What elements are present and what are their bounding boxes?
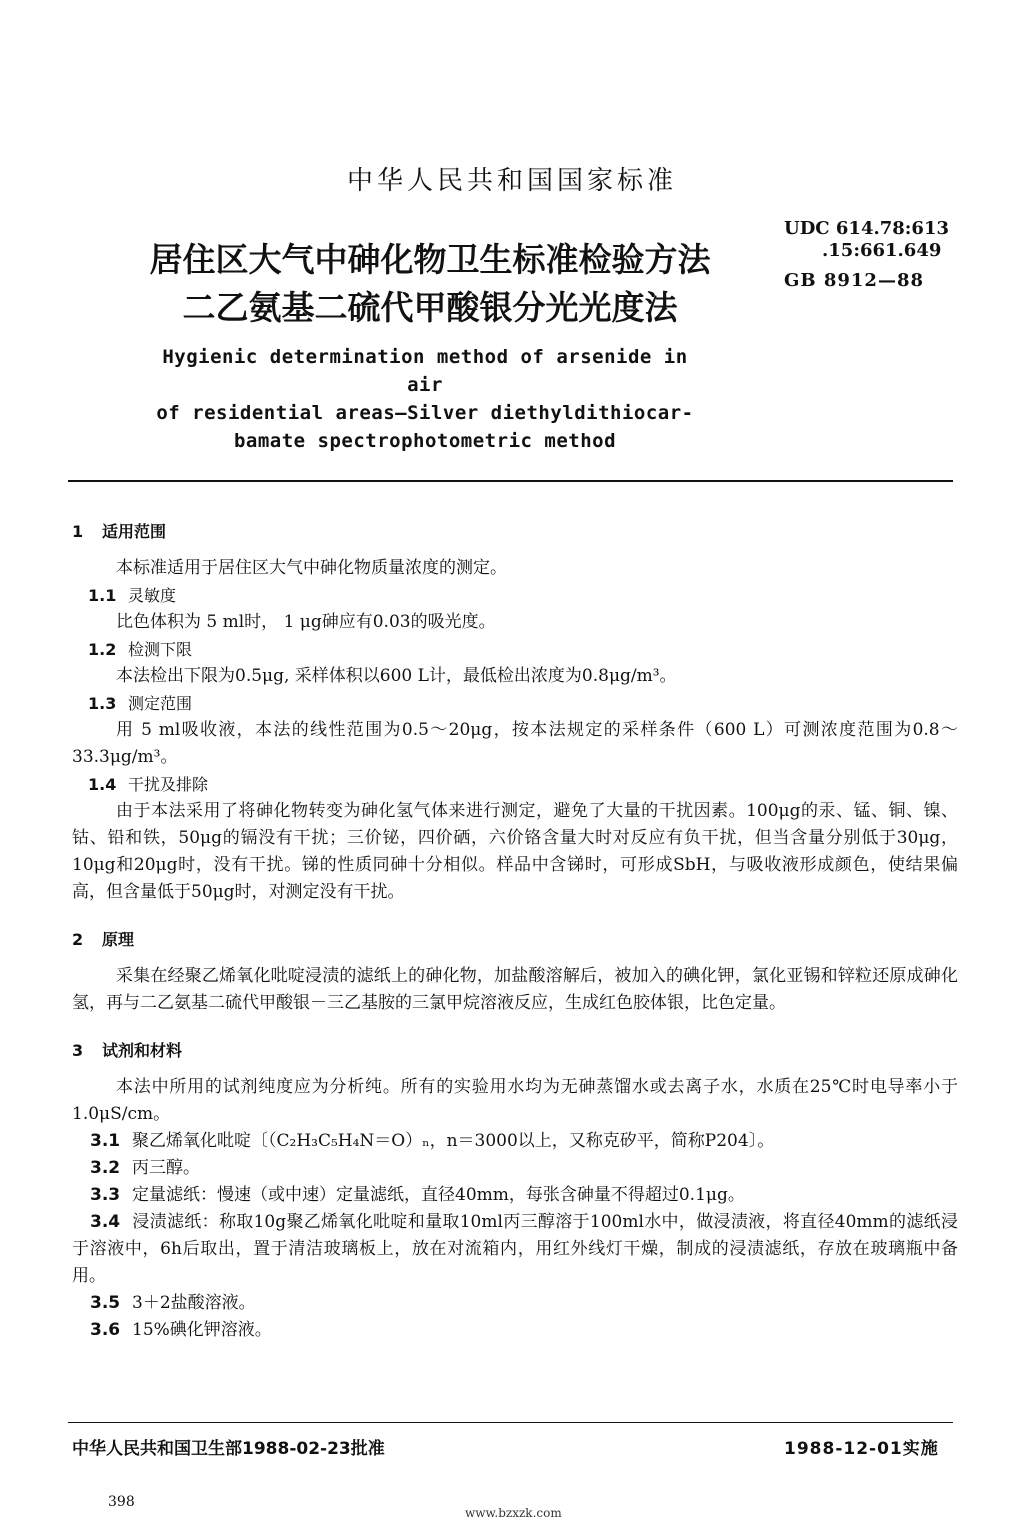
section-number: 1 [72,522,84,541]
page-number: 398 [108,1494,135,1510]
subsection-1-1-text: 比色体积为 5 ml时， 1 μg砷应有0.03的吸光度。 [116,612,496,632]
subsection-1-3-heading [88,690,958,717]
item-number: 3.3 [90,1185,121,1205]
subsection-1-1-heading [88,582,958,609]
list-item [72,1290,958,1317]
udc-line-1: UDC 614.78:613 [784,218,950,239]
subsection-title: 灵敏度 [128,586,177,605]
subsection-number: 1.4 [88,775,117,794]
subsection-number: 1.3 [88,694,117,713]
section-title: 试剂和材料 [102,1041,183,1060]
subsection-1-3-text: 用 5 ml吸收液，本法的线性范围为0.5～20μg，按本法规定的采样条件（600 L）可测浓度范围为0.8～33.3μg/m³。 [72,720,958,767]
item-text: 定量滤纸：慢速（或中速）定量滤纸，直径40mm，每张含砷量不得超过0.1μg。 [132,1185,745,1205]
subsection-title: 测定范围 [128,694,193,713]
section-title: 适用范围 [102,522,167,541]
list-item [72,1128,958,1155]
english-title-line-1: Hygienic determination method of arsenide in air [162,346,688,396]
section-1-intro: 本标准适用于居住区大气中砷化物质量浓度的测定。 [116,558,507,578]
item-text: 丙三醇。 [132,1158,200,1178]
chinese-title [130,236,730,332]
subsection-1-2-heading [88,636,958,663]
subsection-title: 检测下限 [128,640,193,659]
list-item [72,1317,958,1344]
item-number: 3.1 [90,1131,121,1151]
english-title [140,343,710,455]
footer-divider [68,1422,953,1423]
section-3-intro: 本法中所用的试剂纯度应为分析纯。所有的实验用水均为无砷蒸馏水或去离子水，水质在25℃时电导率小于1.0μS/cm。 [72,1077,958,1124]
item-text: 浸渍滤纸：称取10g聚乙烯氧化吡啶和量取10ml丙三醇溶于100ml水中，做浸渍液，将直径40mm的滤纸浸于溶液中，6h后取出，置于清洁玻璃板上，放在对流箱内，用红外线灯干燥，制成的浸渍滤纸，存放在玻璃瓶中备用。 [72,1212,958,1286]
item-number: 3.5 [90,1293,121,1313]
udc-code [784,218,949,262]
header-divider [68,480,953,482]
subsection-title: 干扰及排除 [128,775,209,794]
section-title: 原理 [102,930,135,949]
item-number: 3.2 [90,1158,121,1178]
section-1-heading [72,518,958,545]
section-number: 3 [72,1041,84,1060]
section-2-heading [72,926,958,953]
subsection-number: 1.1 [88,586,117,605]
item-text: 15%碘化钾溶液。 [132,1320,272,1340]
list-item [72,1209,958,1290]
english-title-line-3: bamate spectrophotometric method [233,430,617,452]
section-3-heading [72,1037,958,1064]
list-item [72,1155,958,1182]
chinese-title-line-2: 二乙氨基二硫代甲酸银分光光度法 [182,288,678,327]
list-item [72,1182,958,1209]
national-standard-heading: 中华人民共和国国家标准 [346,166,677,196]
website-watermark: www.bzxzk.com [465,1506,562,1520]
implementation-date: 1988-12-01实施 [784,1439,939,1459]
gb-standard-number: GB 8912—88 [784,270,924,291]
subsection-1-4-heading [88,771,958,798]
section-number: 2 [72,930,84,949]
item-text: 3＋2盐酸溶液。 [132,1293,256,1313]
approval-date: 中华人民共和国卫生部1988-02-23批准 [72,1439,385,1459]
item-number: 3.4 [90,1212,121,1232]
subsection-1-2-text: 本法检出下限为0.5μg, 采样体积以600 L计，最低检出浓度为0.8μg/m³。 [116,666,677,686]
section-2-text: 采集在经聚乙烯氧化吡啶浸渍的滤纸上的砷化物，加盐酸溶解后，被加入的碘化钾，氯化亚锡和锌粒还原成砷化氢，再与二乙氨基二硫代甲酸银－三乙基胺的三氯甲烷溶液反应，生成红色胶体银，比色定量。 [72,966,958,1013]
english-title-line-2: of residential areas—Silver diethyldithiocar- [156,402,694,424]
document-body [72,512,958,1344]
subsection-1-4-text: 由于本法采用了将砷化物转变为砷化氢气体来进行测定，避免了大量的干扰因素。100μg的汞、锰、铜、镍、钴、铅和铁，50μg的镉没有干扰；三价铋，四价硒，六价铬含量大时对反应有负干扰，但当含量分别低于30μg，10μg和20μg时，没有干扰。锑的性质同砷十分相似。样品中含锑时，可形成SbH，与吸收液形成颜色，使结果偏高，但含量低于50μg时，对测定没有干扰。 [72,801,958,902]
udc-line-2: .15:661.649 [822,240,942,261]
subsection-number: 1.2 [88,640,117,659]
item-text: 聚乙烯氧化吡啶〔（C₂H₃C₅H₄N＝O）ₙ，n＝3000以上，又称克矽平，简称P204〕。 [132,1131,775,1151]
item-number: 3.6 [90,1320,121,1340]
chinese-title-line-1: 居住区大气中砷化物卫生标准检验方法 [149,240,711,279]
